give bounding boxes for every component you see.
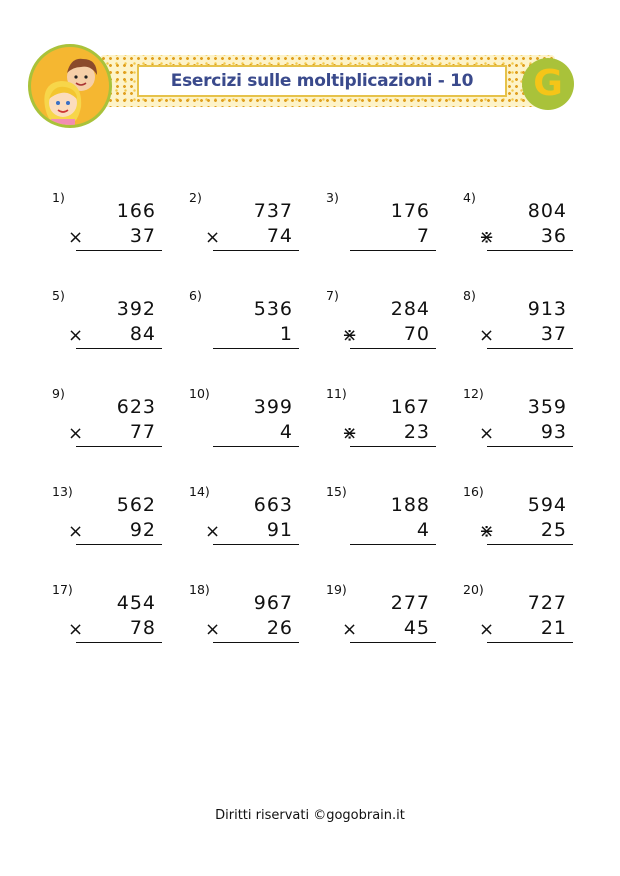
multiply-sign-icon: × [205,619,221,640]
multiplicand: 167 [390,396,430,418]
multiplicand: 536 [253,298,293,320]
multiplicand: 737 [253,200,293,222]
result-line [213,642,299,643]
result-line [487,642,573,643]
page-title: Esercizi sulle moltiplicazioni - 10 [170,71,474,91]
exercise-number: 5) [52,288,65,303]
exercise-number: 6) [189,288,202,303]
result-line [76,348,162,349]
multiply-sign-icon: × [205,227,221,248]
exercise-number: 13) [52,484,73,499]
multiplicand: 284 [390,298,430,320]
multiplier: 26 [266,617,293,639]
exercise-10 [189,386,299,466]
multiply-sign-icon: × [205,521,221,542]
multiplier: 92 [129,519,156,541]
result-line [350,544,436,545]
result-line [487,544,573,545]
result-line [213,348,299,349]
exercise-3 [326,190,436,270]
result-line [487,250,573,251]
multiplicand: 359 [527,396,567,418]
logo-letter: G [533,63,563,104]
exercise-number: 2) [189,190,202,205]
exercise-number: 18) [189,582,210,597]
multiplier: 70 [403,323,430,345]
copyright-footer: Diritti riservati ©gogobrain.it [215,808,405,823]
multiply-sign-icon: ⋇ [479,521,495,542]
exercise-6 [189,288,299,368]
exercise-1 [52,190,162,270]
exercise-5 [52,288,162,368]
result-line [213,446,299,447]
multiplier: 21 [540,617,567,639]
multiplier: 23 [403,421,430,443]
multiplicand: 967 [253,592,293,614]
exercise-number: 9) [52,386,65,401]
multiply-sign-icon: × [68,325,84,346]
result-line [350,250,436,251]
result-line [213,250,299,251]
multiplier: 93 [540,421,567,443]
multiplicand: 562 [116,494,156,516]
multiply-sign-icon: × [68,423,84,444]
multiplicand: 623 [116,396,156,418]
exercise-11 [326,386,436,466]
result-line [350,446,436,447]
exercise-9 [52,386,162,466]
kids-illustration [28,44,112,128]
multiplier: 25 [540,519,567,541]
kids-icon [31,47,112,128]
exercise-number: 19) [326,582,347,597]
multiplier: 37 [540,323,567,345]
result-line [487,348,573,349]
exercise-number: 15) [326,484,347,499]
multiplier: 77 [129,421,156,443]
multiplier: 91 [266,519,293,541]
multiplier: 1 [279,323,293,345]
exercise-number: 10) [189,386,210,401]
multiplicand: 663 [253,494,293,516]
multiplicand: 176 [390,200,430,222]
multiply-sign-icon: × [68,619,84,640]
multiplicand: 188 [390,494,430,516]
exercise-17 [52,582,162,662]
exercise-8 [463,288,573,368]
multiplicand: 277 [390,592,430,614]
multiplicand: 913 [527,298,567,320]
exercise-7 [326,288,436,368]
multiplier: 78 [129,617,156,639]
result-line [350,348,436,349]
exercise-14 [189,484,299,564]
exercise-2 [189,190,299,270]
multiplier: 36 [540,225,567,247]
multiply-sign-icon: × [68,227,84,248]
exercise-number: 12) [463,386,484,401]
multiplicand: 392 [116,298,156,320]
multiply-sign-icon: × [479,325,495,346]
result-line [76,446,162,447]
multiply-sign-icon: × [479,619,495,640]
exercise-13 [52,484,162,564]
title-box [137,65,507,97]
multiply-sign-icon: × [479,423,495,444]
multiplier: 4 [279,421,293,443]
exercise-4 [463,190,573,270]
multiplier: 45 [403,617,430,639]
result-line [76,250,162,251]
result-line [76,642,162,643]
exercise-number: 14) [189,484,210,499]
result-line [76,544,162,545]
exercise-number: 20) [463,582,484,597]
multiply-sign-icon: ⋇ [342,325,358,346]
multiplier: 4 [416,519,430,541]
multiply-sign-icon: ⋇ [342,423,358,444]
multiplier: 84 [129,323,156,345]
result-line [350,642,436,643]
exercise-number: 7) [326,288,339,303]
multiply-sign-icon: × [68,521,84,542]
multiplier: 74 [266,225,293,247]
multiplier: 37 [129,225,156,247]
exercise-18 [189,582,299,662]
exercise-19 [326,582,436,662]
logo-badge [522,58,574,110]
exercise-number: 11) [326,386,347,401]
multiplicand: 594 [527,494,567,516]
exercise-16 [463,484,573,564]
exercise-number: 1) [52,190,65,205]
exercise-number: 8) [463,288,476,303]
multiplicand: 166 [116,200,156,222]
multiplicand: 727 [527,592,567,614]
exercise-15 [326,484,436,564]
exercise-number: 3) [326,190,339,205]
multiplier: 7 [416,225,430,247]
exercise-12 [463,386,573,466]
exercise-number: 4) [463,190,476,205]
multiply-sign-icon: ⋇ [479,227,495,248]
exercise-number: 16) [463,484,484,499]
exercise-20 [463,582,573,662]
multiplicand: 454 [116,592,156,614]
exercise-number: 17) [52,582,73,597]
multiplicand: 399 [253,396,293,418]
multiplicand: 804 [527,200,567,222]
result-line [487,446,573,447]
result-line [213,544,299,545]
multiply-sign-icon: × [342,619,358,640]
